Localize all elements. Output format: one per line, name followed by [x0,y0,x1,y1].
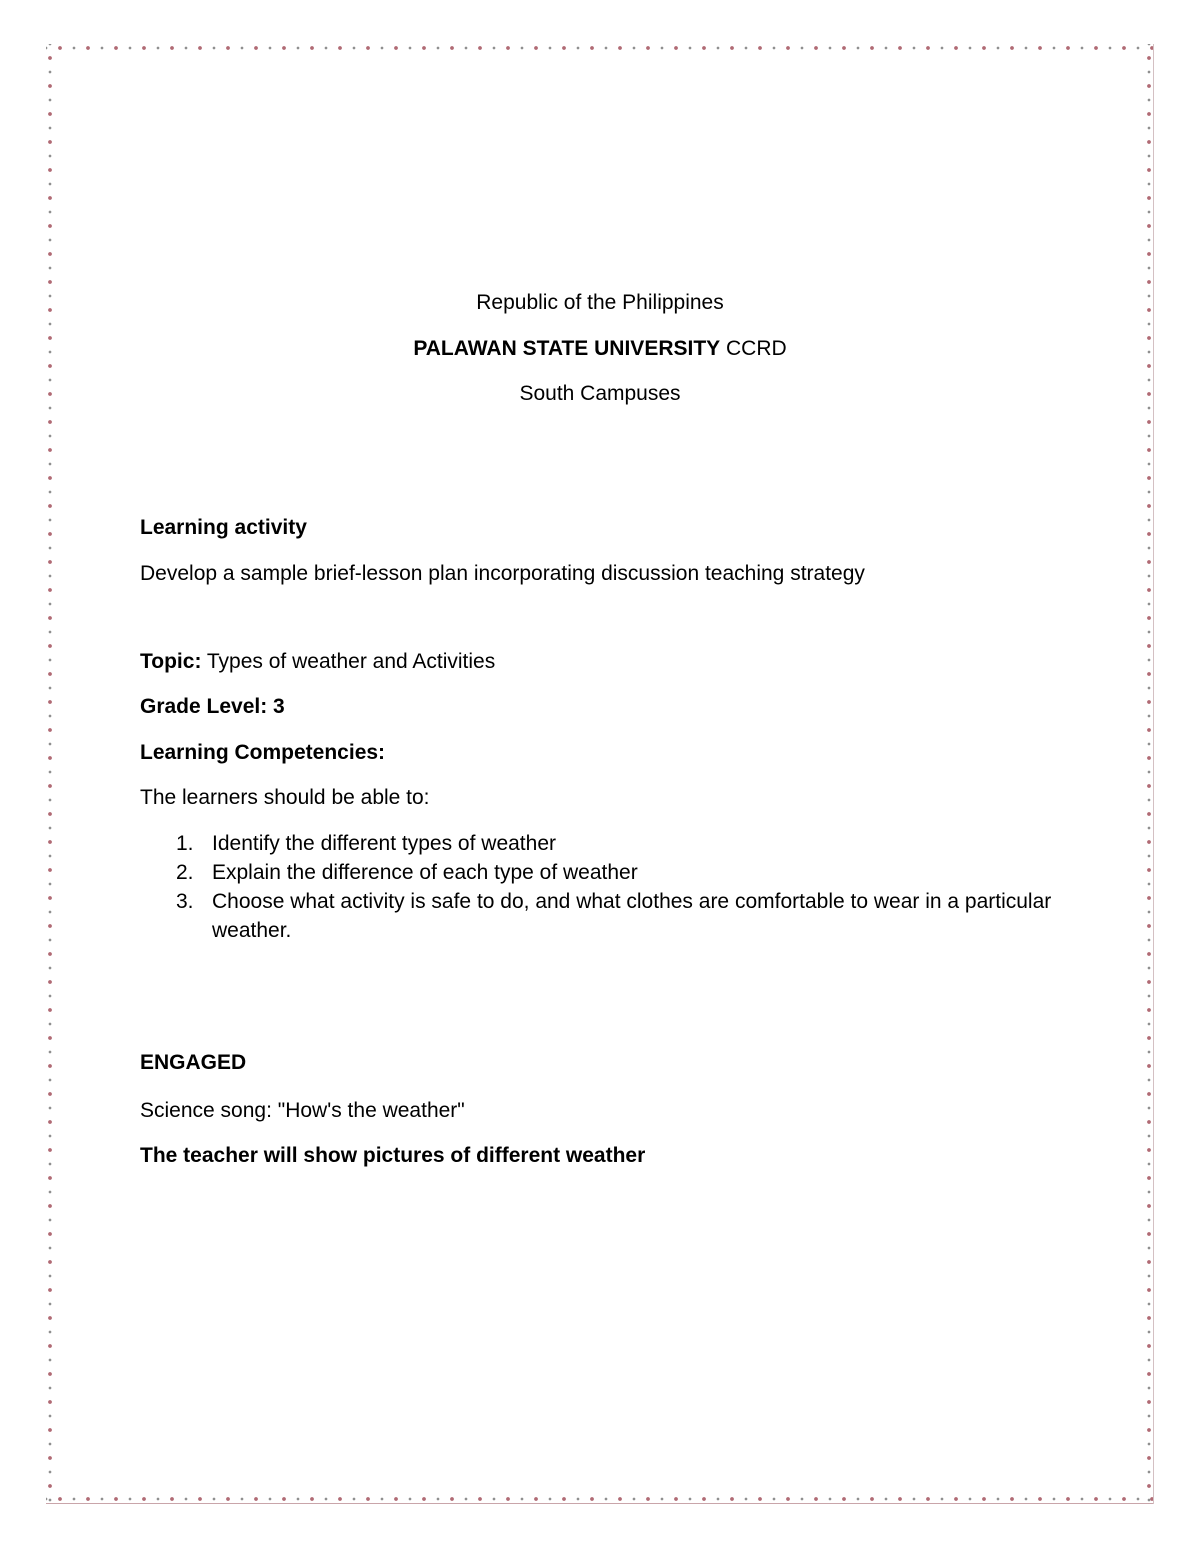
header-republic: Republic of the Philippines [476,291,724,314]
grade-level: Grade Level: 3 [140,695,285,718]
list-item-number: 3. [176,890,194,913]
page-border-right [1145,44,1154,1504]
topic-label: Topic: [140,650,202,673]
header-campus: South Campuses [519,382,681,405]
header-university [140,337,1060,361]
page-border-left [46,44,54,1504]
list-item-text: Choose what activity is safe to do, and what clothes are comfortable to wear in a particular weather. [212,890,1052,942]
competencies-intro: The learners should be able to: [140,786,430,809]
university-name: PALAWAN STATE UNIVERSITY [413,337,721,360]
learning-activity-heading: Learning activity [140,516,307,539]
page-border-top [46,44,1154,52]
engaged-song: Science song: "How's the weather" [140,1099,465,1122]
list-item-number: 1. [176,832,194,855]
list-item [140,887,1060,945]
list-item-text: Explain the difference of each type of weather [212,861,638,884]
topic-value: Types of weather and Activities [201,650,496,673]
university-suffix: CCRD [720,337,787,360]
page-border [46,44,1154,1504]
list-item-text: Identify the different types of weather [212,832,556,855]
engaged-instruction: The teacher will show pictures of different weather [140,1144,646,1167]
list-item [140,829,1060,858]
list-item-number: 2. [176,861,194,884]
learning-activity-description: Develop a sample brief-lesson plan incorporating discussion teaching strategy [140,562,865,585]
topic-line [140,650,495,674]
competencies-list [140,829,1060,945]
list-item [140,858,1060,887]
engaged-heading: ENGAGED [140,1051,247,1074]
competencies-heading: Learning Competencies: [140,741,386,764]
page-border-bottom [46,1495,1154,1504]
